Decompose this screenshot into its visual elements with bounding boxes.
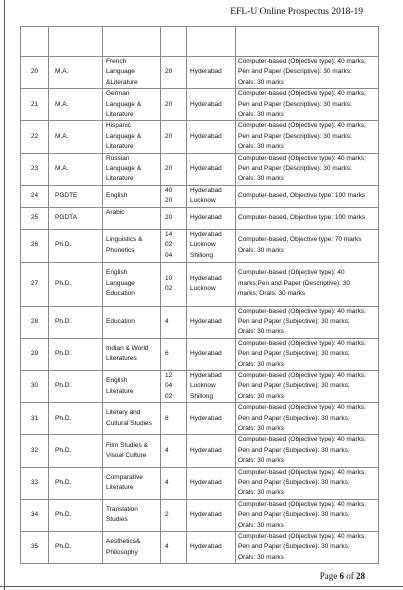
subject-line: Language & <box>106 100 142 108</box>
serial-number: 23 <box>30 165 39 173</box>
campus-name: Hyderabad <box>190 479 222 486</box>
course-cell <box>49 403 103 435</box>
table-blank-row <box>21 27 379 57</box>
subject-line: Aesthetics& <box>106 538 141 546</box>
seat-count: 02 <box>165 285 173 292</box>
exam-pattern-line: Orals: 30 marks <box>238 328 284 336</box>
course-name: Ph.D. <box>55 511 72 519</box>
seat-count: 6 <box>165 350 169 358</box>
blank-cell <box>236 27 379 57</box>
exam-pattern-line: Pen and Paper (Descriptive): 30 marks; <box>238 100 352 108</box>
serial-number-cell <box>21 153 49 185</box>
campus-cell <box>187 467 236 499</box>
table-row <box>21 467 379 499</box>
course-name: Ph.D. <box>55 543 72 551</box>
course-cell <box>49 121 103 153</box>
campus-cell <box>187 306 236 338</box>
exam-pattern-cell <box>236 499 379 531</box>
subject-line: Literature <box>106 175 134 183</box>
exam-pattern-cell <box>236 262 379 306</box>
subject-line: Education <box>106 290 135 298</box>
subject-line: French <box>106 58 127 65</box>
subject-cell <box>103 153 161 185</box>
exam-pattern-cell <box>236 57 379 89</box>
seats-cell <box>161 89 187 121</box>
serial-number: 32 <box>30 446 39 454</box>
campus-name: Hyderabad <box>190 446 222 454</box>
subject-line: Language <box>106 68 135 76</box>
exam-pattern-line: Pen and Paper (Subjective): 30 marks; <box>238 382 350 390</box>
exam-pattern-line: marks; Orals: 30 marks <box>238 290 306 298</box>
subject-cell <box>103 121 161 153</box>
campus-cell <box>187 57 236 89</box>
exam-pattern-line: Computer-based (Objective type): 40 marks; <box>238 533 366 541</box>
subject-cell <box>103 338 161 370</box>
exam-pattern-line: Orals: 30 marks <box>238 489 284 497</box>
seat-count: 02 <box>165 392 173 400</box>
subject-line: Phonetics <box>106 246 135 254</box>
exam-pattern-line: Orals: 30 marks <box>238 424 284 432</box>
table-row <box>21 185 379 207</box>
subject-line: Literatures <box>106 355 137 363</box>
exam-pattern-cell <box>236 532 379 564</box>
campus-name: Hyderabad <box>190 414 222 422</box>
subject-line: Linguistics & <box>106 236 143 244</box>
serial-number: 24 <box>30 192 39 200</box>
programme-table <box>20 26 379 564</box>
serial-number: 34 <box>30 511 39 519</box>
serial-number-cell <box>21 57 49 89</box>
seats-cell <box>161 262 187 306</box>
course-name: Ph.D. <box>55 479 72 486</box>
serial-number: 26 <box>30 241 39 249</box>
exam-pattern-line: Computer-based (Objective type): 40 marks; <box>238 371 366 379</box>
course-cell <box>49 306 103 338</box>
exam-pattern-cell <box>236 121 379 153</box>
subject-cell <box>103 435 161 467</box>
page-frame-left <box>4 0 5 590</box>
exam-pattern-line: Pen and Paper (Descriptive): 30 marks; <box>238 165 352 173</box>
serial-number: 21 <box>30 100 39 108</box>
course-cell <box>49 338 103 370</box>
campus-cell <box>187 153 236 185</box>
exam-pattern-line: Pen and Paper (Subjective): 30 marks; <box>238 479 350 486</box>
subject-line: Arabic <box>106 208 125 216</box>
campus-name: Hyderabad <box>190 100 222 108</box>
subject-line: German <box>106 90 130 98</box>
exam-pattern-cell <box>236 153 379 185</box>
exam-pattern-line: Computer-based (Objective type): 40 marks; <box>238 436 366 444</box>
subject-cell <box>103 499 161 531</box>
subject-line: Language & <box>106 132 142 140</box>
course-cell <box>49 262 103 306</box>
campus-cell <box>187 89 236 121</box>
exam-pattern-line: Computer-based (Objective type): 40 marks; <box>238 154 366 162</box>
subject-cell <box>103 185 161 207</box>
table-row <box>21 207 379 229</box>
table-row <box>21 121 379 153</box>
course-name: M.A. <box>55 100 69 108</box>
course-name: PGDTA <box>55 213 77 221</box>
campus-name: Hyderabad <box>190 165 222 173</box>
serial-number-cell <box>21 435 49 467</box>
campus-name: Hyderabad <box>190 274 222 282</box>
campus-name: Lucknow <box>190 197 216 205</box>
table-row <box>21 262 379 306</box>
campus-cell <box>187 207 236 229</box>
exam-pattern-line: Computer-based (Objective type): 40 marks; <box>238 307 366 315</box>
serial-number-cell <box>21 467 49 499</box>
exam-pattern-cell <box>236 89 379 121</box>
seats-cell <box>161 185 187 207</box>
subject-line: Studies <box>106 516 128 524</box>
exam-pattern-line: Computer-based, Objective type: 100 marks <box>238 213 366 221</box>
exam-pattern-line: Pen and Paper (Subjective): 30 marks; <box>238 350 350 358</box>
seat-count: 20 <box>165 132 173 140</box>
subject-cell <box>103 532 161 564</box>
exam-pattern-line: Orals: 30 marks <box>238 392 284 400</box>
serial-number: 27 <box>30 279 39 287</box>
seats-cell <box>161 467 187 499</box>
seat-count: 4 <box>165 543 169 551</box>
campus-name: Hyderabad <box>190 230 222 238</box>
seat-count: 20 <box>165 100 173 108</box>
campus-cell <box>187 338 236 370</box>
table-row <box>21 499 379 531</box>
serial-number-cell <box>21 306 49 338</box>
seat-count: 4 <box>165 317 169 325</box>
table-row <box>21 57 379 89</box>
campus-cell <box>187 499 236 531</box>
seat-count: 8 <box>165 414 169 422</box>
exam-pattern-line: Computer-based (Objective type): 40 marks; <box>238 58 366 65</box>
serial-number: 31 <box>30 414 39 422</box>
serial-number-cell <box>21 262 49 306</box>
subject-line: Language <box>106 279 135 287</box>
seats-cell <box>161 153 187 185</box>
subject-line: Literature <box>106 484 134 492</box>
seats-cell <box>161 435 187 467</box>
page-header-title: EFL-U Online Prospectus 2018-19 <box>230 7 363 17</box>
page-of-word: of <box>346 571 354 581</box>
exam-pattern-cell <box>236 338 379 370</box>
serial-number-cell <box>21 89 49 121</box>
seats-cell <box>161 532 187 564</box>
subject-line: Translation <box>106 506 138 514</box>
campus-name: Hyderabad <box>190 186 222 194</box>
subject-line: Language & <box>106 165 142 173</box>
table-row <box>21 403 379 435</box>
table-row <box>21 532 379 564</box>
table-row <box>21 435 379 467</box>
subject-line: Film Studies & <box>106 441 148 449</box>
campus-name: Hyderabad <box>190 543 222 551</box>
subject-line: Literature <box>106 111 134 119</box>
table-row <box>21 229 379 262</box>
exam-pattern-line: Computer-based (Objective type): 40 marks; <box>238 122 366 130</box>
campus-name: Shillong <box>190 392 214 400</box>
subject-line: Literature <box>106 387 134 395</box>
subject-line: Russian <box>106 154 130 162</box>
subject-cell <box>103 370 161 402</box>
subject-cell <box>103 89 161 121</box>
campus-name: Hyderabad <box>190 350 222 358</box>
course-name: Ph.D. <box>55 241 72 249</box>
subject-line: English <box>106 192 128 200</box>
subject-line: Education <box>106 317 135 325</box>
seats-cell <box>161 338 187 370</box>
subject-line: Literature <box>106 143 134 151</box>
seats-cell <box>161 306 187 338</box>
exam-pattern-line: Orals: 30 marks <box>238 111 284 119</box>
course-name: Ph.D. <box>55 414 72 422</box>
seat-count: 20 <box>165 68 173 76</box>
campus-cell <box>187 185 236 207</box>
exam-pattern-line: Pen and Paper (Descriptive): 30 marks; <box>238 132 352 140</box>
subject-line: Literary and <box>106 409 141 417</box>
serial-number-cell <box>21 229 49 262</box>
campus-cell <box>187 262 236 306</box>
course-cell <box>49 370 103 402</box>
course-cell <box>49 153 103 185</box>
page-current: 6 <box>339 571 344 581</box>
serial-number-cell <box>21 338 49 370</box>
exam-pattern-line: Orals: 30 marks <box>238 175 284 183</box>
exam-pattern-cell <box>236 207 379 229</box>
course-cell <box>49 89 103 121</box>
exam-pattern-cell <box>236 435 379 467</box>
seat-count: 02 <box>165 241 173 249</box>
subject-line: Cultural Studies <box>106 419 152 427</box>
course-name: Ph.D. <box>55 446 72 454</box>
seats-cell <box>161 121 187 153</box>
course-cell <box>49 229 103 262</box>
campus-cell <box>187 121 236 153</box>
campus-name: Hyderabad <box>190 371 222 379</box>
table-row <box>21 338 379 370</box>
exam-pattern-line: Orals: 30 marks <box>238 521 284 529</box>
exam-pattern-line: Computer-based (Objective type): 40 marks; <box>238 339 366 347</box>
page-word: Page <box>319 571 338 581</box>
subject-cell <box>103 467 161 499</box>
exam-pattern-cell <box>236 185 379 207</box>
exam-pattern-line: Orals: 30 marks <box>238 457 284 465</box>
blank-cell <box>49 27 103 57</box>
seats-cell <box>161 57 187 89</box>
campus-cell <box>187 229 236 262</box>
exam-pattern-line: Computer-based (Objective type): 40 marks; <box>238 404 366 412</box>
course-name: Ph.D. <box>55 317 72 325</box>
campus-cell <box>187 435 236 467</box>
exam-pattern-line: Computer-based (Objective type): 40 <box>238 269 345 277</box>
course-cell <box>49 467 103 499</box>
seats-cell <box>161 370 187 402</box>
page-number <box>320 571 365 581</box>
subject-cell <box>103 207 161 229</box>
course-cell <box>49 435 103 467</box>
seat-count: 04 <box>165 382 173 390</box>
course-name: Ph.D. <box>55 350 72 358</box>
blank-cell <box>21 27 49 57</box>
seats-cell <box>161 403 187 435</box>
serial-number: 33 <box>30 479 39 486</box>
exam-pattern-line: Pen and Paper (Descriptive): 30 marks; <box>238 68 352 76</box>
course-name: Ph.D. <box>55 382 72 390</box>
serial-number-cell <box>21 121 49 153</box>
exam-pattern-line: Orals: 30 marks <box>238 360 284 368</box>
page-total: 28 <box>356 571 365 581</box>
serial-number-cell <box>21 532 49 564</box>
exam-pattern-line: marks;Pen and Paper (Descriptive): 30 <box>238 279 350 287</box>
seat-count: 20 <box>165 213 173 221</box>
serial-number-cell <box>21 403 49 435</box>
serial-number-cell <box>21 499 49 531</box>
exam-pattern-line: Orals: 30 marks <box>238 143 284 151</box>
seat-count: 12 <box>165 371 173 379</box>
seat-count: 40 <box>165 186 173 194</box>
campus-name: Hyderabad <box>190 213 222 221</box>
campus-name: Hyderabad <box>190 511 222 519</box>
subject-cell <box>103 57 161 89</box>
campus-cell <box>187 370 236 402</box>
campus-name: Shillong <box>190 251 214 259</box>
exam-pattern-line: Pen and Paper (Subjective): 30 marks; <box>238 511 350 519</box>
exam-pattern-cell <box>236 370 379 402</box>
course-name: Ph.D. <box>55 279 72 287</box>
campus-name: Lucknow <box>190 285 216 292</box>
course-name: M.A. <box>55 132 69 140</box>
exam-pattern-line: Orals: 30 marks <box>238 78 284 86</box>
serial-number: 20 <box>30 68 39 76</box>
exam-pattern-cell <box>236 306 379 338</box>
subject-line: Visual Culture <box>106 451 147 459</box>
exam-pattern-cell <box>236 229 379 262</box>
subject-line: Hispanic <box>106 122 131 130</box>
serial-number: 35 <box>30 543 39 551</box>
course-cell <box>49 57 103 89</box>
subject-line: Indian & World <box>106 344 149 352</box>
exam-pattern-line: Orals: 30 marks <box>238 246 284 254</box>
seats-cell <box>161 499 187 531</box>
serial-number-cell <box>21 185 49 207</box>
exam-pattern-line: Orals: 30 marks <box>238 553 284 561</box>
subject-cell <box>103 229 161 262</box>
serial-number-cell <box>21 207 49 229</box>
serial-number: 30 <box>30 382 39 390</box>
table-row <box>21 306 379 338</box>
course-cell <box>49 532 103 564</box>
table-row <box>21 89 379 121</box>
course-cell <box>49 185 103 207</box>
blank-cell <box>103 27 161 57</box>
exam-pattern-cell <box>236 403 379 435</box>
exam-pattern-line: Pen and Paper (Subjective): 30 marks; <box>238 543 350 551</box>
campus-name: Hyderabad <box>190 68 222 76</box>
seat-count: 4 <box>165 446 169 454</box>
exam-pattern-line: Pen and Paper (Subjective): 30 marks; <box>238 446 350 454</box>
seat-count: 04 <box>165 251 173 259</box>
subject-line: English <box>106 269 128 277</box>
serial-number-cell <box>21 370 49 402</box>
subject-cell <box>103 262 161 306</box>
course-cell <box>49 499 103 531</box>
campus-cell <box>187 532 236 564</box>
exam-pattern-line: Pen and Paper (Subjective): 30 marks; <box>238 414 350 422</box>
subject-cell <box>103 306 161 338</box>
programme-table-body <box>21 27 379 564</box>
campus-name: Lucknow <box>190 382 216 390</box>
seat-count: 20 <box>165 197 173 205</box>
subject-line: Philosophy <box>106 548 138 556</box>
campus-name: Lucknow <box>190 241 216 249</box>
table-row <box>21 153 379 185</box>
campus-name: Hyderabad <box>190 317 222 325</box>
campus-name: Hyderabad <box>190 132 222 140</box>
exam-pattern-line: Computer-based (Objective type): 40 marks; <box>238 468 366 476</box>
seat-count: 10 <box>165 274 173 282</box>
subject-line: &Literature <box>106 78 138 86</box>
seats-cell <box>161 207 187 229</box>
subject-line: Comparative <box>106 473 143 481</box>
seat-count: 4 <box>165 479 169 486</box>
course-name: M.A. <box>55 165 69 173</box>
subject-cell <box>103 403 161 435</box>
seats-cell <box>161 229 187 262</box>
course-name: M.A. <box>55 68 69 76</box>
seat-count: 14 <box>165 230 173 238</box>
exam-pattern-line: Computer-based (Objective type): 40 marks; <box>238 90 366 98</box>
blank-cell <box>187 27 236 57</box>
exam-pattern-line: Computer-based, Objective type: 100 marks <box>238 192 366 200</box>
seat-count: 2 <box>165 511 169 519</box>
serial-number: 29 <box>30 350 39 358</box>
exam-pattern-line: Computer-based (Objective type): 40 marks; <box>238 500 366 508</box>
seat-count: 20 <box>165 165 173 173</box>
campus-cell <box>187 403 236 435</box>
exam-pattern-line: Pen and Paper (Subjective): 30 marks; <box>238 317 350 325</box>
blank-cell <box>161 27 187 57</box>
serial-number: 28 <box>30 317 39 325</box>
page-frame-bottom <box>0 586 403 587</box>
course-cell <box>49 207 103 229</box>
exam-pattern-cell <box>236 467 379 499</box>
course-name: PGDTE <box>55 192 78 200</box>
exam-pattern-line: Computer-based, Objective type: 70 marks <box>238 236 362 244</box>
serial-number: 22 <box>30 132 39 140</box>
subject-line: English <box>106 377 128 385</box>
table-row <box>21 370 379 402</box>
serial-number: 25 <box>30 213 39 221</box>
subject-line <box>106 218 158 228</box>
